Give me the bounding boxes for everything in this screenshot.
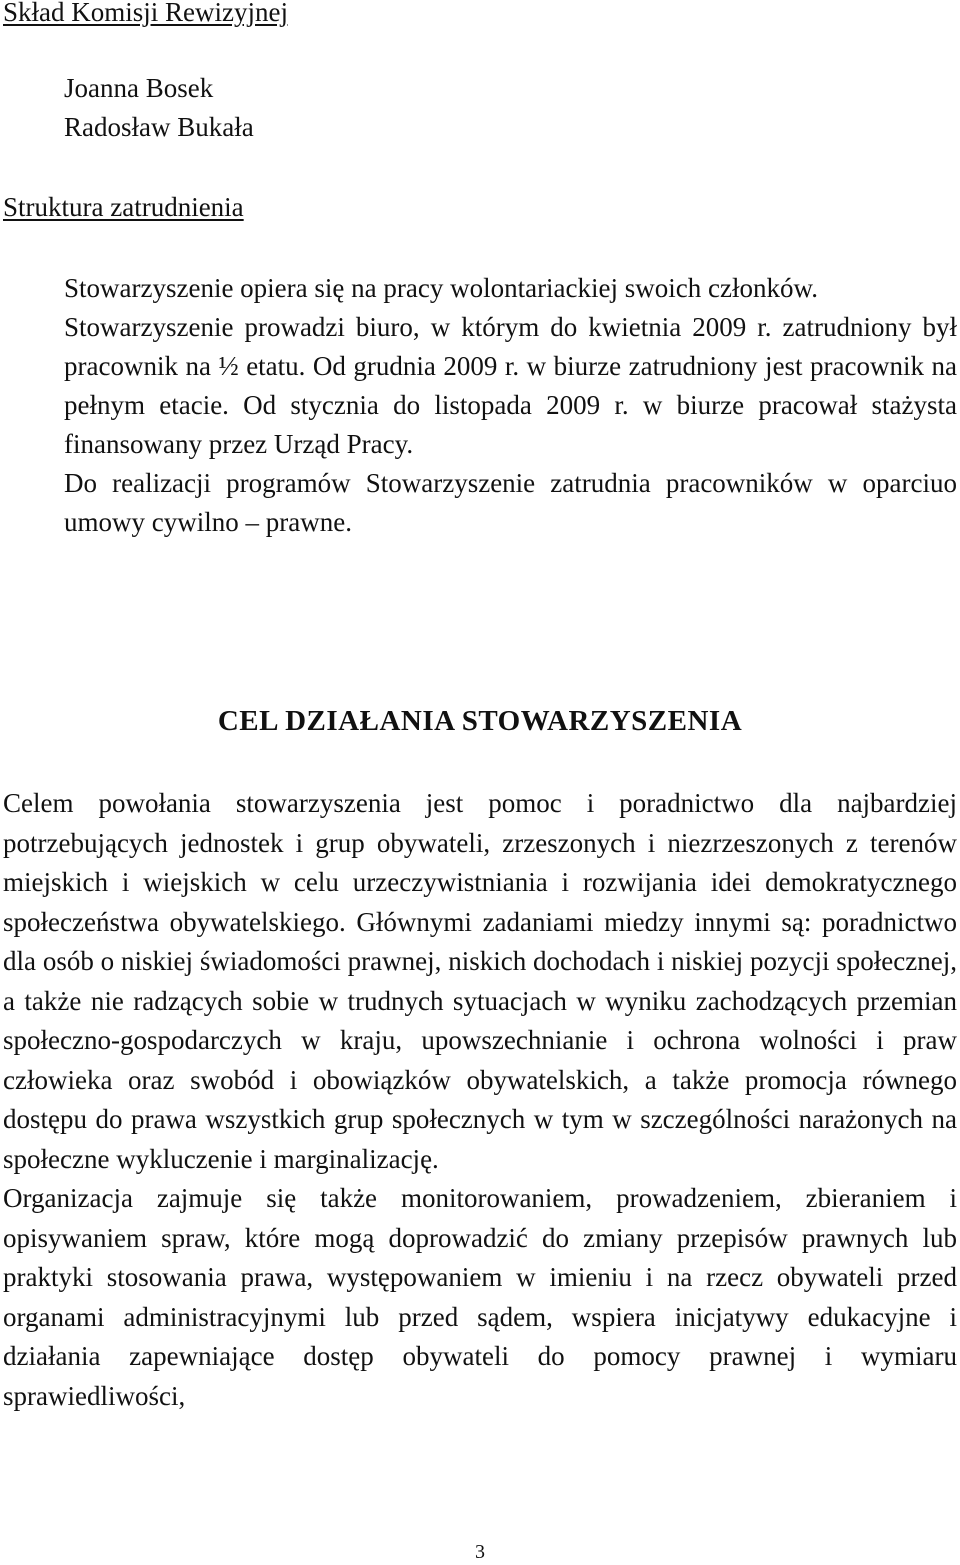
goal-section <box>3 784 957 1416</box>
employment-paragraph-2: Stowarzyszenie prowadzi biuro, w którym do kwietnia 2009 r. zatrudniony był pracownik na ½ etatu. Od grudnia 2009 r. w biurze zatrudniony jest pracownik na pełnym etacie. Od stycznia do listopada 2009 r. w biurze pracował stażysta finansowany przez Urząd Pracy. <box>64 312 957 459</box>
employment-paragraph-1: Stowarzyszenie opiera się na pracy wolontariackiej swoich członków. <box>64 273 818 303</box>
goal-heading: CEL DZIAŁANIA STOWARZYSZENIA <box>217 705 743 737</box>
goal-paragraph-1: Celem powołania stowarzyszenia jest pomoc i poradnictwo dla najbardziej potrzebujących jednostek i grup obywateli, zrzeszonych i niezrzeszonych z terenów miejskich i wiejskich w celu urzeczywistniania i rozwijania idei demokratycznego społeczeństwa obywatelskiego. Głównymi zadaniami miedzy innymi są: poradnictwo dla osób o niskiej świadomości prawnej, niskich dochodach i niskiej pozycji społecznej, a także nie radzących sobie w trudnych sytuacjach w wyniku zachodzących przemian społeczno-gospodarczych w kraju, upowszechnianie i ochrona wolności i praw człowieka oraz swobód i obowiązków obywatelskich, a także promocja równego dostępu do prawa wszystkich grup społecznych w tym w szczególności narażonych na społeczne wykluczenie i marginalizację. <box>3 788 957 1174</box>
goal-paragraph-2: Organizacja zajmuje się także monitorowaniem, prowadzeniem, zbieraniem i opisywaniem spraw, które mogą doprowadzić do zmiany przepisów prawnych lub praktyki stosowania prawa, występowaniem w imieniu i na rzecz obywateli przed organami administracyjnymi lub przed sądem, wspiera inicjatywy edukacyjne i działania zapewniające dostęp obywateli do pomocy prawnej i wymiaru sprawiedliwości, <box>3 1183 957 1411</box>
employment-paragraph-3: Do realizacji programów Stowarzyszenie zatrudnia pracowników w oparciuo umowy cywilno – prawne. <box>64 468 957 537</box>
commission-heading: Skład Komisji Rewizyjnej <box>3 0 288 27</box>
employment-heading: Struktura zatrudnienia <box>3 192 244 222</box>
commission-member-2: Radosław Bukała <box>64 112 254 142</box>
employment-section <box>64 269 957 542</box>
page-number: 3 <box>475 1541 485 1563</box>
commission-member-1: Joanna Bosek <box>64 73 214 103</box>
